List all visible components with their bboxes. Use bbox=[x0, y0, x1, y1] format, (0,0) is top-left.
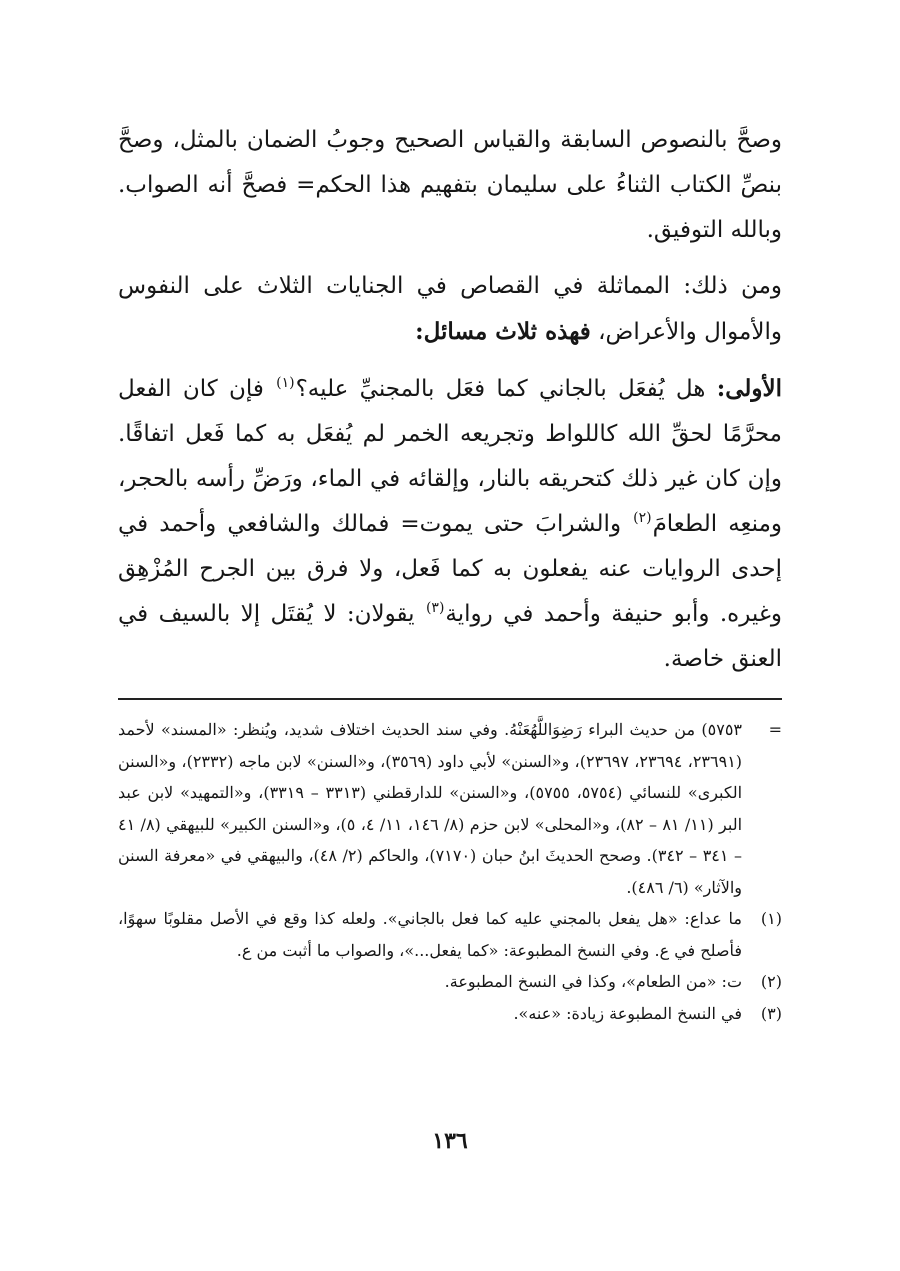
paragraph-3-part-c: والشرابَ حتى يموت= فمالك والشافعي وأحمد في إحدى الروايات عنه يفعلون به كما فَعل، ولا فرق بين الجرح المُزْهِق وغيره. وأبو حنيفة وأحمد في رواية bbox=[118, 511, 782, 627]
paragraph-3-part-b: فإن كان الفعل محرَّمًا لحقِّ الله كاللواط وتجريعه الخمر لم يُفعَل به كما فَعل اتفاقًا. وإن كان غير ذلك كتحريقه بالنار، وإلقائه في الماء، ورَضِّ رأسه بالحجر، ومنعِه الطعامَ bbox=[118, 376, 783, 537]
paragraph-2 bbox=[118, 264, 782, 355]
paragraph-1: وصحَّ بالنصوص السابقة والقياس الصحيح وجوبُ الضمان بالمثل، وصحَّ بنصِّ الكتاب الثناءُ على سليمان بتفهيم هذا الحكم= فصحَّ أنه الصواب. وبالله التوفيق. bbox=[118, 127, 782, 243]
footnotes bbox=[118, 714, 782, 1029]
footnote-2-text: ت: «من الطعام»، وكذا في النسخ المطبوعة. bbox=[444, 972, 742, 991]
paragraph-2-text: ومن ذلك: المماثلة في القصاص في الجنايات الثلاث على النفوس والأموال والأعراض، bbox=[118, 273, 782, 345]
footnote-1-marker: (١) bbox=[760, 909, 782, 928]
footnote-2 bbox=[118, 966, 782, 998]
footnote-3-marker: (٣) bbox=[760, 1003, 782, 1023]
footnote-separator bbox=[118, 698, 782, 700]
paragraph-3-part-a: هل يُفعَل بالجاني كما فعَل بالمجنيِّ عليه؟ bbox=[295, 376, 706, 402]
footnote-3 bbox=[118, 998, 782, 1030]
paragraph-2-bold: فهذه ثلاث مسائل: bbox=[415, 318, 591, 345]
main-text bbox=[118, 118, 782, 682]
footnote-3-text: في النسخ المطبوعة زيادة: «عنه». bbox=[513, 1003, 742, 1023]
footnote-1 bbox=[118, 903, 782, 966]
paragraph-3 bbox=[118, 366, 782, 682]
footnote-continued-marker: = bbox=[768, 720, 782, 739]
page-number: ١٣٦ bbox=[432, 1128, 468, 1154]
footnote-1-text: ما عداع: «هل يفعل بالمجني عليه كما فعل بالجاني». ولعله كذا وقع في الأصل مقلوبًا سهوًا، فأصلح في ع. وفي النسخ المطبوعة: «كما يفعل...»، والصواب ما أثبت من ع. bbox=[118, 909, 742, 960]
footnote-2-marker: (٢) bbox=[760, 972, 782, 991]
paragraph-3-lead: الأولى: bbox=[716, 375, 783, 402]
page-body bbox=[118, 118, 782, 1029]
footnote-ref-1[interactable]: (١) bbox=[276, 375, 295, 392]
footnote-ref-2[interactable]: (٢) bbox=[633, 510, 652, 527]
paragraph-3-part-d: يقولان: لا يُقتَل إلا بالسيف في العنق خاصة. bbox=[118, 601, 782, 672]
footnote-ref-3[interactable]: (٣) bbox=[425, 600, 445, 617]
footnote-continued-text: ٥٧٥٣) من حديث البراء رَضِوَاللَّهُعَنْهُ. وفي سند الحديث اختلاف شديد، ويُنظر: «المسند» لأحمد (٢٣٦٩١، ٢٣٦٩٤، ٢٣٦٩٧)، و«السنن» لأبي داود (٣٥٦٩)، و«السنن» لابن ماجه (٢٣٣٢)، و«السنن الكبرى» للنسائي (٥٧٥٤، ٥٧٥٥)، و«السنن» للدارقطني (٣٣١٣ – ٣٣١٩)، و«التمهيد» لابن عبد البر (١١/ ٨١ – ٨٢)، و«المحلى» لابن حزم (٨/ ١٤٦، ١١/ ٤، ٥)، و«السنن الكبير» للبيهقي (٨/ ٤١ – ٣٤١ – ٣٤٢). وصحح الحديثَ ابنُ حبان (٧١٧٠)، والحاكم (٢/ ٤٨)، والبيهقي في «معرفة السنن والآثار» (٦/ ٤٨٦). bbox=[118, 720, 743, 897]
footnote-continued bbox=[118, 714, 782, 903]
